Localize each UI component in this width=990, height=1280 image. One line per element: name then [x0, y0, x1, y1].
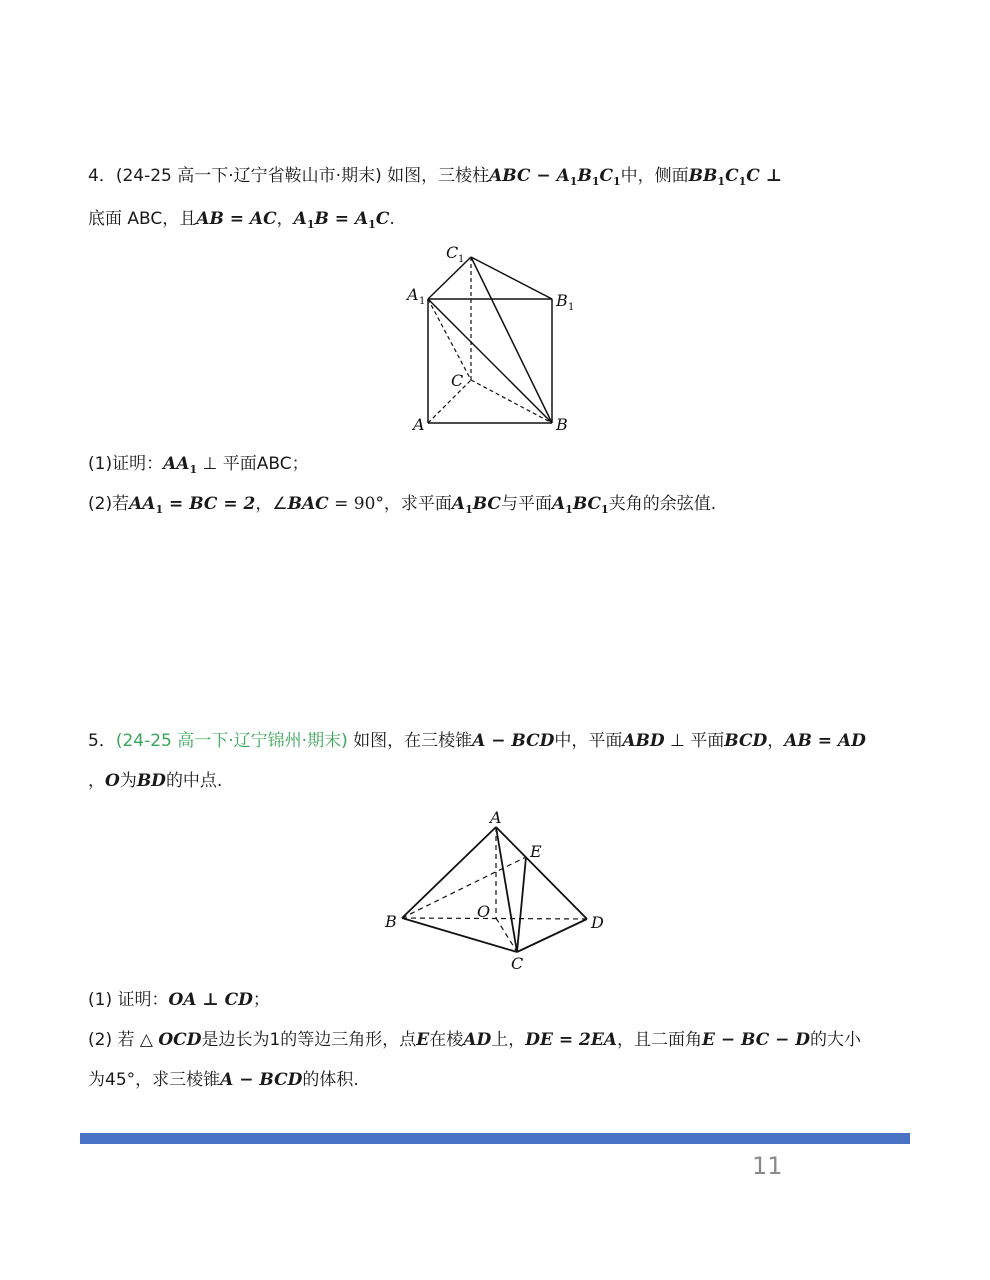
label-c: C — [511, 954, 524, 973]
q4-part2: (2)若$AA_1$ = BC = 2，∠BAC = 90°，求平面$A_1BC$与平面$A_1BC_1$夹角的余弦值. — [88, 494, 717, 516]
q5-tetrahedron-figure — [380, 805, 620, 980]
label-a1: A — [407, 285, 419, 304]
label-d: D — [591, 913, 604, 932]
label-b1: B — [556, 291, 568, 310]
edge-c-b — [471, 380, 552, 423]
svg-text:1: 1 — [568, 302, 575, 313]
q5-part1: (1) 证明：OA ⊥ CD； — [88, 990, 270, 1010]
edge-c1-b1 — [471, 257, 552, 299]
label-o: O — [477, 902, 491, 921]
edge-a1-b — [428, 299, 552, 423]
edge-a1-c1 — [428, 257, 471, 299]
label-a: A — [413, 415, 425, 434]
q4-line2: 底面 ABC，且AB = AC，$A_1B = A_1C$. — [88, 209, 395, 231]
label-e: E — [530, 842, 542, 861]
svg-text:1: 1 — [458, 254, 465, 265]
q4-part1: (1)证明：$AA_1$ ⊥ 平面ABC； — [88, 454, 309, 476]
label-b: B — [385, 912, 397, 931]
label-a: A — [490, 808, 502, 827]
page-number: 11 — [752, 1152, 783, 1180]
q5-line1: 5．(24-25 高一下·辽宁锦州·期末) 如图，在三棱锥A − BCD中，平面ABD ⊥ 平面BCD，AB = AD — [88, 731, 866, 751]
edge-c-e — [517, 857, 526, 952]
q4-line1: 4．(24-25 高一下·辽宁省鞍山市·期末) 如图，三棱柱ABC − $A_1B_1C_1$中，侧面$BB_1C_1C$ ⊥ — [88, 166, 783, 188]
svg-text:1: 1 — [419, 296, 426, 307]
footer-bar — [80, 1133, 910, 1144]
label-c: C — [451, 371, 464, 390]
q4-prism-figure — [400, 240, 590, 440]
label-b: B — [556, 415, 568, 434]
edge-a-c — [428, 380, 471, 423]
edge-b-e — [402, 857, 526, 918]
q5-part2-cont: 为45°，求三棱锥A − BCD的体积. — [88, 1070, 359, 1090]
edge-b-d — [402, 918, 587, 919]
edge-b-c — [402, 918, 517, 952]
edge-c1-b — [471, 257, 552, 423]
label-c1: C — [446, 243, 459, 262]
edge-a1-c — [428, 299, 471, 380]
edge-c-d — [517, 919, 587, 952]
q5-line2: ，O为BD的中点. — [88, 771, 223, 791]
q5-part2: (2) 若 △ OCD是边长为1的等边三角形，点E在棱AD上，DE = 2EA，且二面角E − BC − D的大小 — [88, 1030, 862, 1050]
